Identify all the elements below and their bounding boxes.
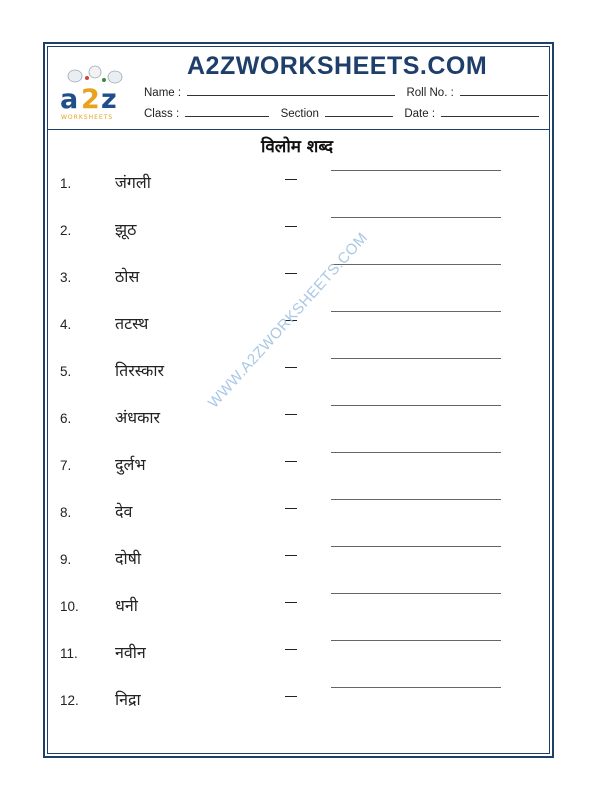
item-word: देव — [115, 502, 133, 521]
item-word: धनी — [115, 596, 138, 615]
answer-line[interactable] — [331, 311, 501, 312]
dash-separator — [285, 461, 297, 462]
item-number: 9. — [60, 552, 72, 567]
roll-no-field[interactable] — [460, 85, 548, 96]
item-word: ठोस — [115, 267, 140, 286]
list-item — [47, 264, 550, 294]
item-word: तिरस्कार — [115, 361, 165, 380]
item-number: 5. — [60, 364, 72, 379]
answer-line[interactable] — [331, 170, 501, 171]
dash-separator — [285, 273, 297, 274]
answer-line[interactable] — [331, 452, 501, 453]
list-item — [47, 640, 550, 670]
dash-separator — [285, 555, 297, 556]
section-label: Section — [280, 108, 319, 120]
item-word: दोषी — [115, 549, 142, 568]
item-word: अंधकार — [115, 408, 161, 427]
dash-separator — [285, 696, 297, 697]
name-field[interactable] — [187, 85, 395, 96]
dash-separator — [285, 414, 297, 415]
svg-text:WORKSHEETS: WORKSHEETS — [61, 114, 114, 121]
answer-line[interactable] — [331, 687, 501, 688]
item-number: 2. — [60, 223, 72, 238]
class-label: Class : — [144, 108, 180, 120]
list-item — [47, 593, 550, 623]
answer-line[interactable] — [331, 640, 501, 641]
svg-text:a: a — [60, 84, 79, 115]
roll-no-label: Roll No. : — [406, 87, 454, 99]
worksheet-heading — [0, 134, 600, 157]
list-item — [47, 546, 550, 576]
item-number: 12. — [60, 693, 79, 708]
list-item — [47, 687, 550, 717]
name-label: Name : — [144, 87, 182, 99]
class-section-date-row — [144, 106, 539, 120]
dash-separator — [285, 649, 297, 650]
item-word: निद्रा — [115, 690, 141, 709]
worksheet-header — [47, 46, 550, 130]
item-word: तटस्थ — [115, 314, 149, 333]
answer-line[interactable] — [331, 358, 501, 359]
answer-line[interactable] — [331, 217, 501, 218]
dash-separator — [285, 226, 297, 227]
svg-text:2: 2 — [81, 84, 100, 115]
answer-line[interactable] — [331, 264, 501, 265]
watermark: WWW.A2ZWORKSHEETS.COM — [205, 229, 372, 412]
list-item — [47, 452, 550, 482]
item-number: 8. — [60, 505, 72, 520]
item-word: झूठ — [115, 220, 137, 239]
item-word: दुर्लभ — [115, 455, 146, 474]
answer-line[interactable] — [331, 593, 501, 594]
name-roll-row — [144, 85, 548, 99]
class-field[interactable] — [185, 106, 269, 117]
answer-line[interactable] — [331, 405, 501, 406]
list-item — [47, 358, 550, 388]
dash-separator — [285, 602, 297, 603]
list-item — [47, 217, 550, 247]
date-label: Date : — [404, 108, 436, 120]
answer-line[interactable] — [331, 546, 501, 547]
item-number: 4. — [60, 317, 72, 332]
dash-separator — [285, 179, 297, 180]
date-field[interactable] — [441, 106, 539, 117]
item-number: 11. — [60, 646, 78, 661]
item-number: 10. — [60, 599, 79, 614]
item-number: 7. — [60, 458, 72, 473]
item-word: जंगली — [115, 173, 151, 192]
dash-separator — [285, 367, 297, 368]
heading-text: विलोम शब्द — [260, 137, 334, 157]
a2z-logo — [57, 64, 137, 124]
item-number: 3. — [60, 270, 72, 285]
list-item — [47, 499, 550, 529]
list-item — [47, 405, 550, 435]
answer-line[interactable] — [331, 499, 501, 500]
site-title: A2ZWORKSHEETS.COM — [187, 52, 488, 80]
item-number: 1. — [60, 176, 72, 191]
dash-separator — [285, 508, 297, 509]
item-word: नवीन — [115, 643, 146, 662]
section-field[interactable] — [325, 106, 393, 117]
svg-text:z: z — [101, 84, 117, 115]
item-number: 6. — [60, 411, 72, 426]
list-item — [47, 170, 550, 200]
